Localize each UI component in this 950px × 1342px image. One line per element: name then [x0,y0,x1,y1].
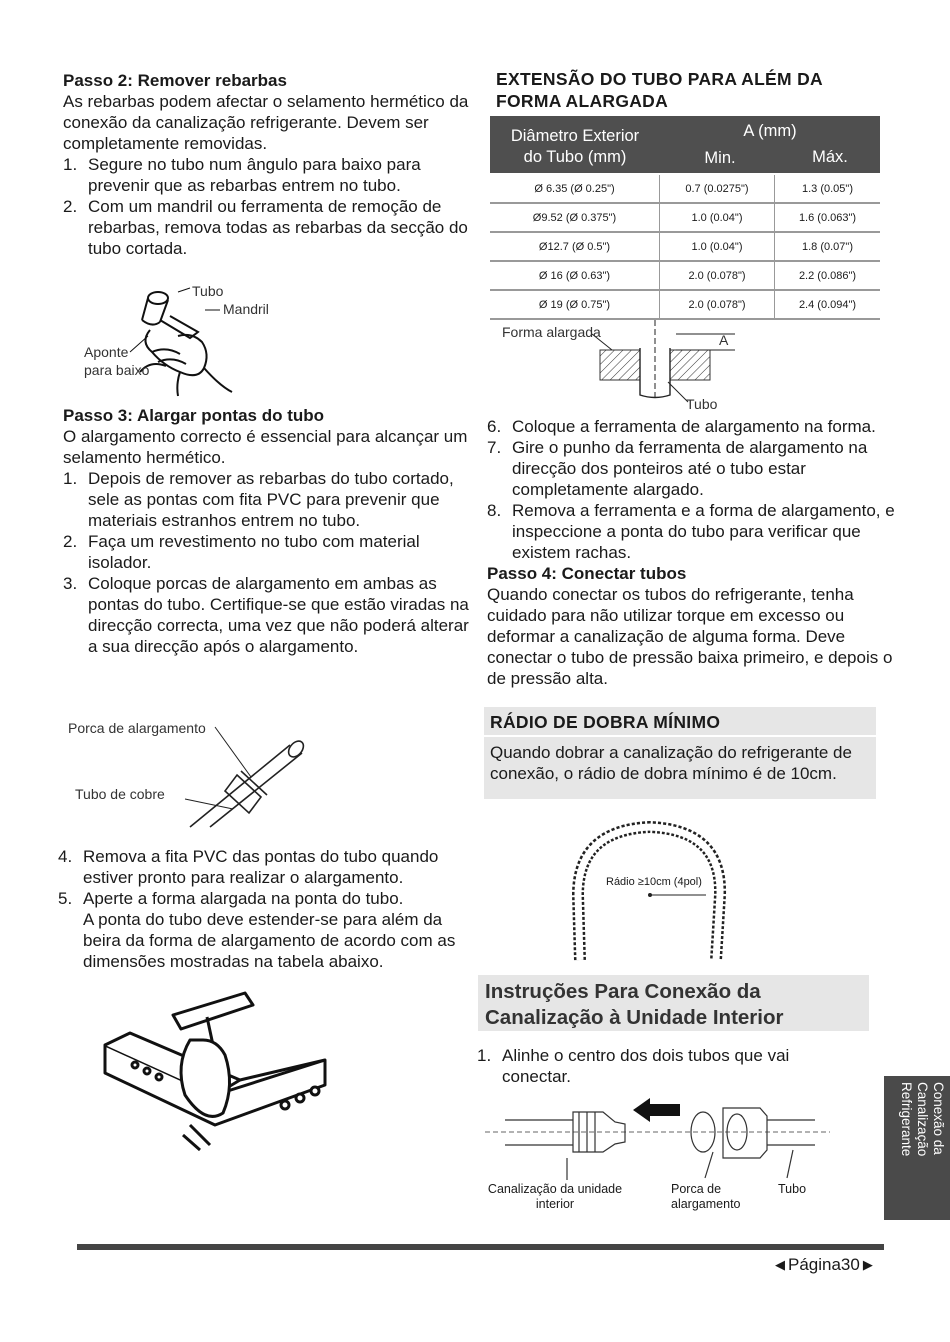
list-item: 1. Segure no tubo num ângulo para baixo para prevenir que as rebarbas entrem no tubo. [63,155,421,195]
label-aponte: Aponte [84,344,129,360]
page-number: Página30 [788,1255,860,1274]
extension-heading: EXTENSÃO DO TUBO PARA ALÉM DA FORMA ALARGADA [496,69,823,111]
bend-radius-box [484,707,876,801]
flaring-tool-illustration [95,985,335,1175]
indoor-connection-heading-box [478,975,869,1031]
table-row: Ø 19 (Ø 0.75") 2.0 (0.078") 2.4 (0.094") [490,290,880,319]
list-item: 2. Faça um revestimento no tubo com material isolador. [63,532,420,572]
label-forma-alargada: Forma alargada [502,324,601,340]
step3-list-continued [58,846,478,909]
label-tubo-indoor: Tubo [778,1182,807,1196]
bend-radius-text: Quando dobrar a canalização do refrigerante de conexão, o rádio de dobra mínimo é de 10cm. [484,737,876,799]
indoor-list [477,1045,837,1087]
header-max: Máx. [812,148,848,166]
indoor-step-1 [477,1045,837,1087]
list-item: 1. Depois de remover as rebarbas do tubo cortado, sele as pontas com fita PVC para prevenir que materiais estranhos entrem no tubo. [63,469,454,530]
side-tab-text: Conexão da Canalização Refrigerante [899,1082,946,1157]
list-item: 7. Gire o punho da ferramenta de alargamento na direcção dos ponteiros até o tubo estar completamente alargado. [487,438,868,499]
step3-intro: O alargamento correcto é essencial para alcançar um selamento hermético. [63,427,468,467]
label-para-baixo: para baixo [84,362,150,378]
extension-table [490,116,880,320]
bend-radius-figure [560,815,740,965]
header-diameter: Diâmetro Exterior do Tubo (mm) [510,127,640,166]
header-a-mm: A (mm) [743,122,797,140]
list-item: 8. Remova a ferramenta e a forma de alargamento, e inspeccione a ponta do tubo para verificar que existem rachas. [487,501,895,562]
table-header [490,116,880,173]
header-min: Min. [704,149,736,167]
bend-radius-heading: RÁDIO DE DOBRA MÍNIMO [490,712,721,732]
label-indoor-piping: Canalização da unidade interior [487,1182,623,1211]
label-a: A [719,332,729,348]
align-tubes-figure [485,1090,830,1215]
label-tubo: Tubo [192,283,224,299]
step3-heading: Passo 3: Alargar pontas do tubo [63,406,325,425]
step2-section [63,70,473,259]
label-tubo-cobre: Tubo de cobre [75,786,165,802]
step2-list [63,154,473,259]
step3-list [63,468,473,657]
section-side-tab [884,1076,950,1220]
list-item: 2. Com um mandril ou ferramenta de remoção de rebarbas, remova todas as rebarbas da secção do tubo cortada. [63,197,468,258]
label-porca: Porca de alargamento [68,720,206,736]
flare-form-figure [500,320,760,415]
step4-text: Quando conectar os tubos do refrigerante, tenha cuidado para não utilizar torque em excesso ou deformar a canalização de alguma forma. Deve conectar o tubo de pressão baixa primeiro, e depois o de pressão alta. [487,585,893,688]
label-mandril: Mandril [223,301,269,317]
coiled-pipe-illustration [560,815,740,965]
list-item: 5. Aperte a forma alargada na ponta do tubo. [58,889,404,908]
table-row: Ø 6.35 (Ø 0.25") 0.7 (0.0275") 1.3 (0.05") [490,175,880,203]
step3-list-final [487,416,907,563]
hand-reamer-illustration [80,280,300,400]
flaring-tool-figure [95,985,335,1175]
prev-page-icon[interactable]: ◀ [775,1257,785,1272]
footer-rule [77,1244,884,1250]
list-item: 6. Coloque a ferramenta de alargamento na forma. [487,417,876,436]
step3-items-4-5 [58,846,478,972]
step3-section [63,405,473,657]
step2-heading: Passo 2: Remover rebarbas [63,71,287,90]
step4-heading: Passo 4: Conectar tubos [487,564,687,583]
indoor-connection-heading: Instruções Para Conexão da Canalização à Unidade Interior [485,980,784,1029]
table-row: Ø9.52 (Ø 0.375") 1.0 (0.04") 1.6 (0.063") [490,203,880,232]
list-item: 4. Remova a fita PVC das pontas do tubo quando estiver pronto para realizar o alargamento. [58,847,439,887]
next-page-icon[interactable]: ▶ [862,1257,873,1272]
flare-table-body [490,175,880,320]
list-item: 3. Coloque porcas de alargamento em ambas as pontas do tubo. Certifique-se que estão viradas na direcção correcta, uma vez que não poderá alterar a sua direcção após o alargamento. [63,574,469,656]
label-radius: Rádio ≥10cm (4pol) [606,876,702,888]
deburr-figure [80,280,300,400]
bend-radius-header [484,707,876,737]
table-row: Ø12.7 (Ø 0.5") 1.0 (0.04") 1.8 (0.07") [490,232,880,261]
label-flare-nut: Porca de alargamento [671,1182,741,1211]
flare-nut-figure [65,715,345,830]
list-item: 1. Alinhe o centro dos dois tubos que vai conectar. [477,1046,790,1086]
table-row: Ø 16 (Ø 0.63") 2.0 (0.078") 2.2 (0.086") [490,261,880,290]
item5-detail: A ponta do tubo deve estender-se para além da beira da forma de alargamento de acordo com as dimensões mostradas na tabela abaixo. [83,910,456,971]
label-tubo-form: Tubo [686,396,718,412]
step2-intro: As rebarbas podem afectar o selamento hermético da conexão da canalização refrigerante. Devem ser completamente removidas. [63,92,469,153]
page-navigation [775,1255,873,1275]
step3-items-6-8 [487,416,907,689]
